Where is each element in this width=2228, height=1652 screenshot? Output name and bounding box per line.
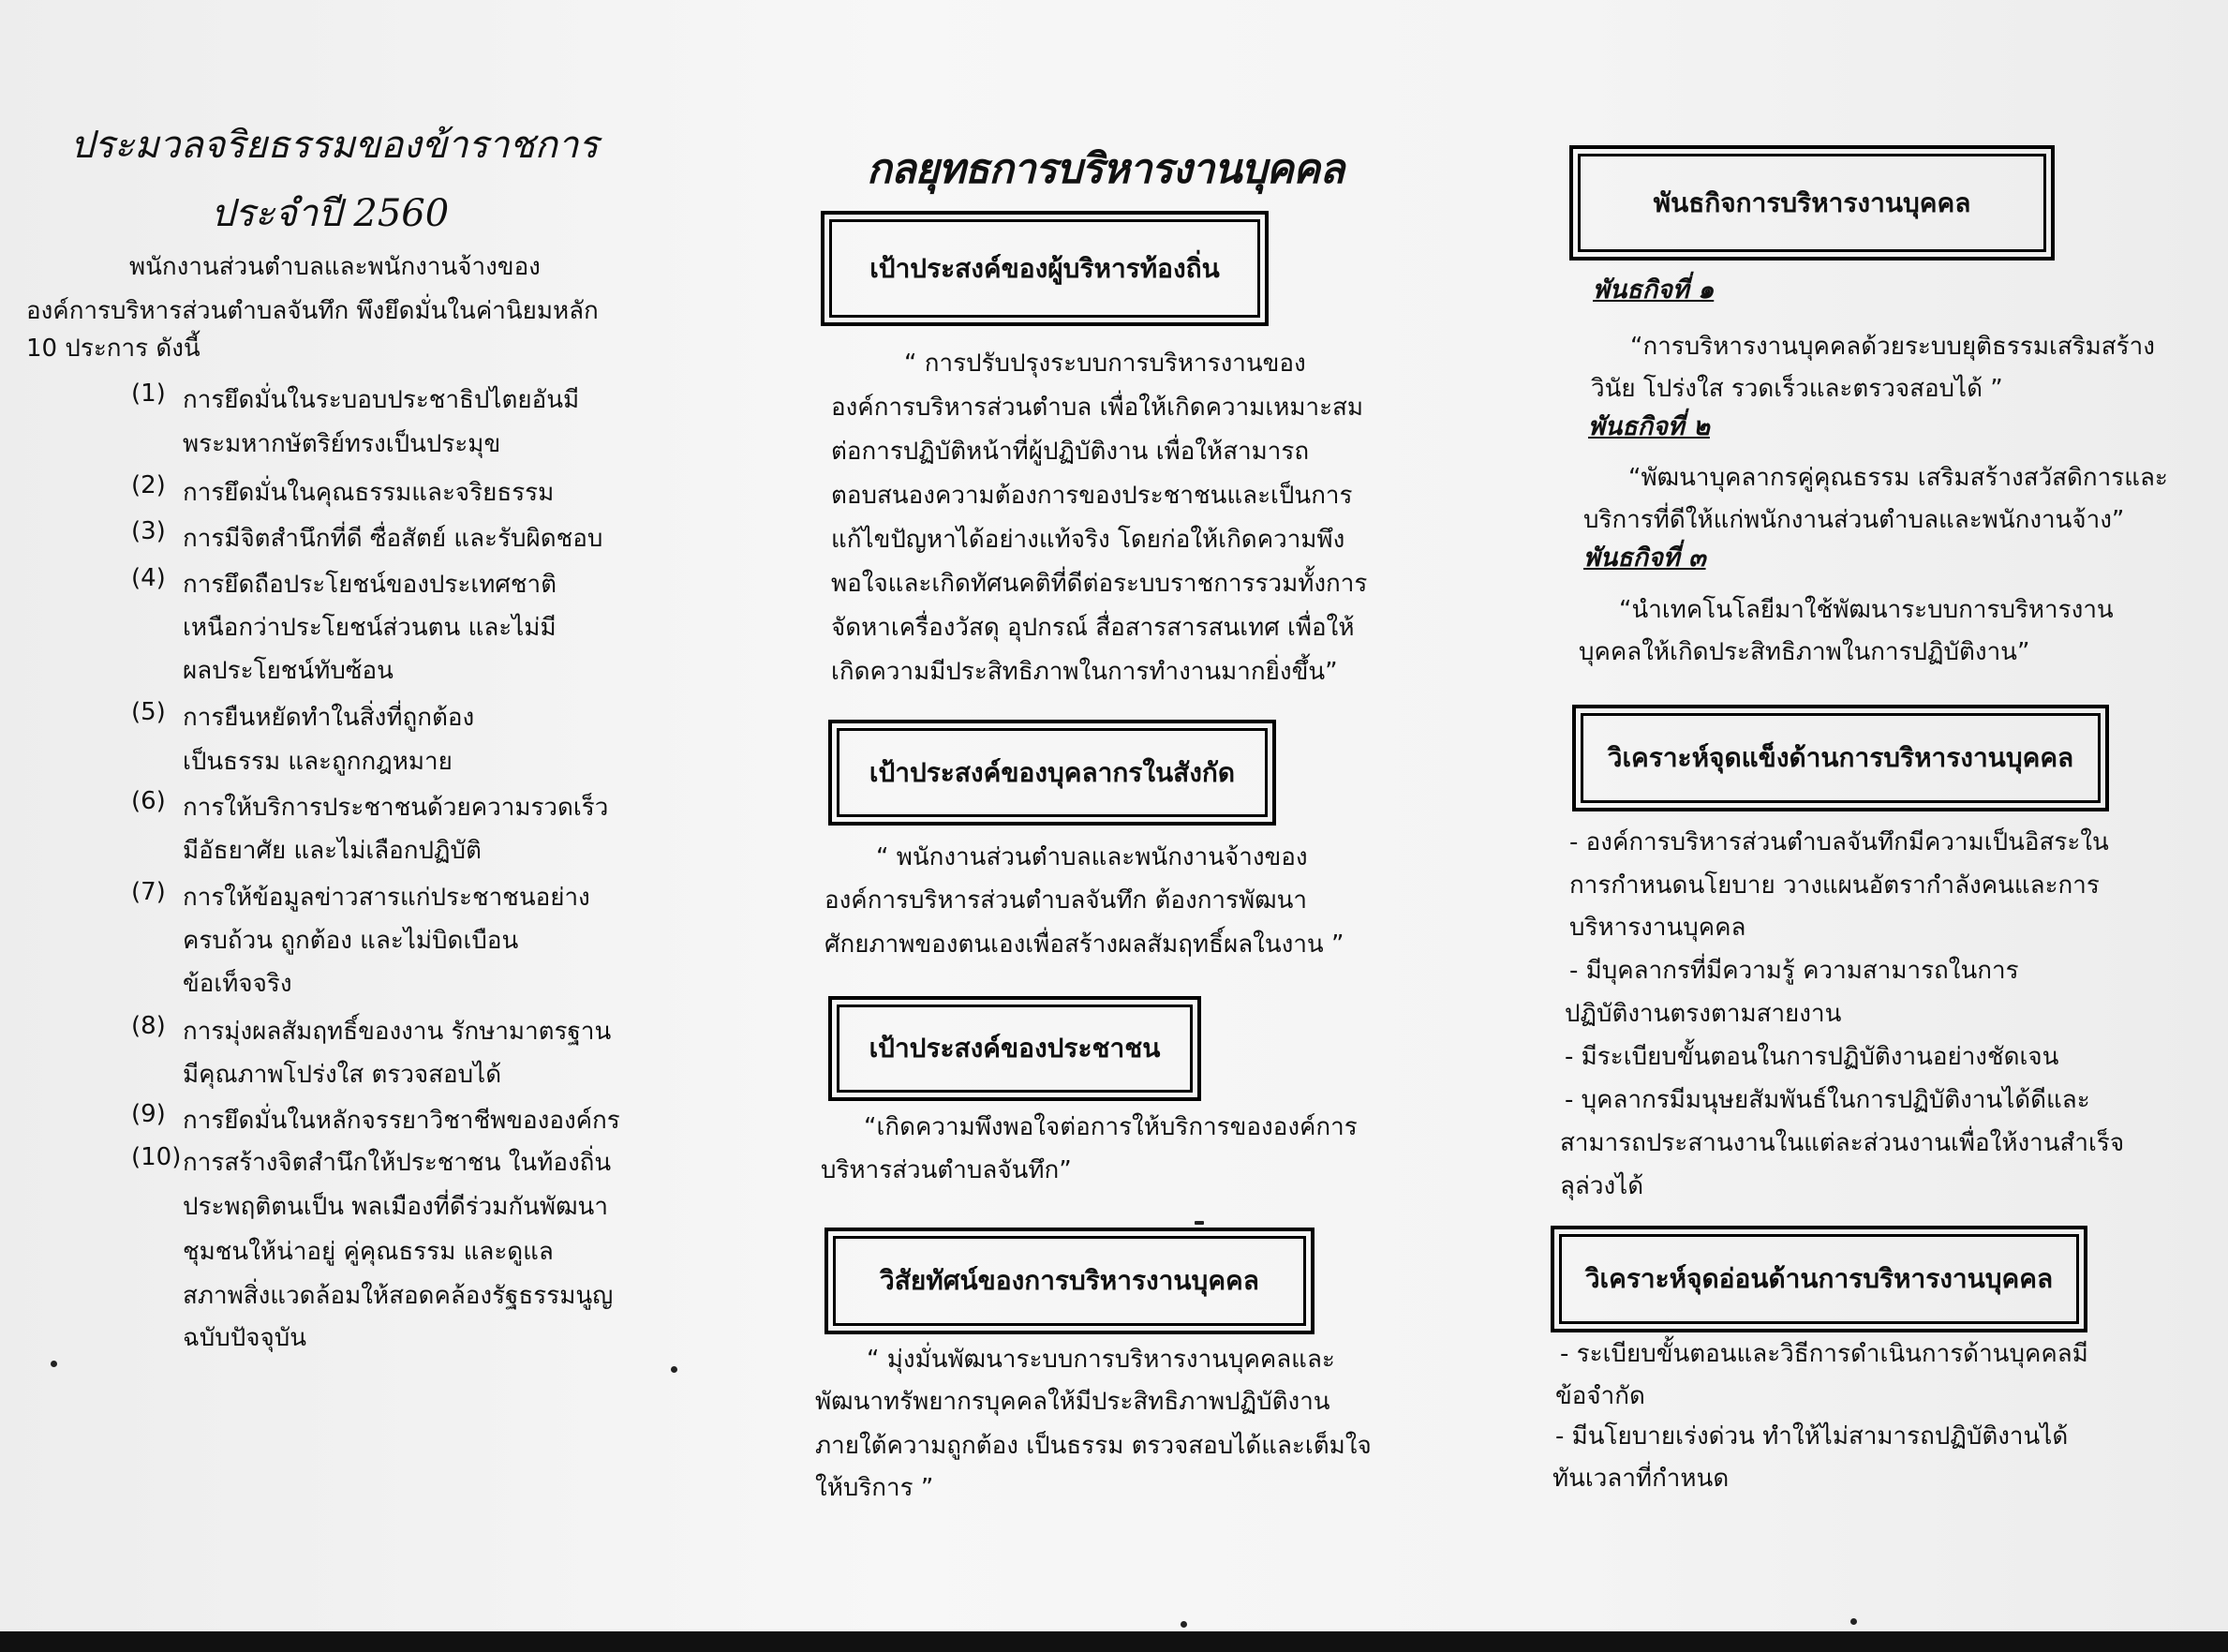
strength-line: - องค์การบริหารส่วนตำบลจันทึกมีความเป็นอิสระใน: [1569, 828, 2109, 856]
paragraph-line: องค์การบริหารส่วนตำบล เพื่อให้เกิดความเหมาะสม: [831, 394, 1364, 422]
item-number: (9): [131, 1100, 166, 1128]
item-number: (4): [131, 564, 166, 592]
item-number: (5): [131, 698, 166, 726]
item-number: (2): [131, 471, 166, 499]
speck-mark: [1181, 1621, 1187, 1628]
strength-line: - บุคลากรมีมนุษยสัมพันธ์ในการปฏิบัติงานได้ดีและ: [1565, 1086, 2090, 1114]
paragraph-line: องค์การบริหารส่วนตำบลจันทึก ต้องการพัฒนา: [824, 886, 1307, 915]
mission-label: พันธกิจที่ ๓: [1583, 543, 1706, 573]
value-item-line: การมุ่งผลสัมฤทธิ์ของงาน รักษามาตรฐาน: [183, 1018, 612, 1046]
weakness-line: ทันเวลาที่กำหนด: [1552, 1465, 1730, 1493]
value-item-line: การยืนหยัดทำในสิ่งที่ถูกต้อง: [183, 704, 475, 732]
paragraph-line: ตอบสนองความต้องการของประชาชนและเป็นการ: [831, 482, 1353, 510]
value-item-line: การยึดมั่นในระบอบประชาธิปไตยอันมี: [183, 386, 580, 414]
speck-mark: [1195, 1221, 1204, 1225]
strategy-title: กลยุทธการบริหารงานบุคคล: [867, 145, 1344, 193]
value-item-line: การให้ข้อมูลข่าวสารแก่ประชาชนอย่าง: [183, 884, 590, 912]
value-item-line: การยึดถือประโยชน์ของประเทศชาติ: [183, 571, 557, 599]
mission-line: “การบริหารงานบุคคลด้วยระบบยุติธรรมเสริมสร้าง: [1630, 333, 2155, 361]
paragraph-line: ศักยภาพของตนเองเพื่อสร้างผลสัมฤทธิ์ผลในงาน ”: [824, 930, 1344, 959]
intro-line: พนักงานส่วนตำบลและพนักงานจ้างของ: [129, 253, 541, 281]
section-heading: วิเคราะห์จุดอ่อนด้านการบริหารงานบุคคล: [1559, 1234, 2079, 1324]
section-heading-box: [1551, 1226, 2087, 1332]
value-item-line: การสร้างจิตสำนึกให้ประชาชน ในท้องถิ่น: [183, 1149, 612, 1177]
value-item-line: การยึดมั่นในหลักจรรยาวิชาชีพขององค์กร: [183, 1107, 620, 1135]
paragraph-line: “ มุ่งมั่นพัฒนาระบบการบริหารงานบุคคลและ: [867, 1346, 1335, 1374]
section-heading-box: [821, 211, 1269, 326]
value-item-line: ชุมชนให้น่าอยู่ คู่คุณธรรม และดูแล: [183, 1238, 554, 1266]
paragraph-line: พัฒนาทรัพยากรบุคคลให้มีประสิทธิภาพปฏิบัติงาน: [815, 1388, 1330, 1416]
section-heading-box: [824, 1228, 1315, 1334]
section-heading: เป้าประสงค์ของผู้บริหารท้องถิ่น: [829, 219, 1260, 318]
value-item-line: มีคุณภาพโปร่งใส ตรวจสอบได้: [183, 1061, 502, 1089]
item-number: (7): [131, 878, 166, 906]
item-number: (6): [131, 787, 166, 815]
value-item-line: ข้อเท็จจริง: [183, 970, 292, 998]
value-item-line: เป็นธรรม และถูกกฎหมาย: [183, 748, 453, 776]
value-item-line: สภาพสิ่งแวดล้อมให้สอดคล้องรัฐธรรมนูญ: [183, 1282, 614, 1310]
weakness-line: - ระเบียบขั้นตอนและวิธีการดำเนินการด้านบุคคลมี: [1560, 1340, 2088, 1368]
intro-line: องค์การบริหารส่วนตำบลจันทึก พึงยึดมั่นในค่านิยมหลัก: [26, 297, 599, 325]
paragraph-line: เกิดความมีประสิทธิภาพในการทำงานมากยิ่งขึ้น”: [831, 658, 1338, 686]
value-item-line: ครบถ้วน ถูกต้อง และไม่บิดเบือน: [183, 927, 519, 955]
value-item-line: การให้บริการประชาชนด้วยความรวดเร็ว: [183, 794, 609, 822]
value-item-line: พระมหากษัตริย์ทรงเป็นประมุข: [183, 430, 501, 458]
paragraph-line: “ การปรับปรุงระบบการบริหารงานของ: [904, 350, 1306, 378]
intro-line: 10 ประการ ดังนี้: [26, 335, 201, 363]
speck-mark: [51, 1361, 57, 1367]
weakness-line: ข้อจำกัด: [1555, 1382, 1645, 1410]
mission-line: “นำเทคโนโลยีมาใช้พัฒนาระบบการบริหารงาน: [1619, 596, 2114, 624]
strength-line: ลุล่วงได้: [1560, 1172, 1644, 1200]
item-number: (10): [131, 1143, 182, 1171]
strength-line: สามารถประสานงานในแต่ละส่วนงานเพื่อให้งานสำเร็จ: [1560, 1129, 2125, 1157]
speck-mark: [671, 1366, 677, 1373]
section-heading: เป้าประสงค์ของประชาชน: [837, 1005, 1193, 1093]
paragraph-line: ต่อการปฏิบัติหน้าที่ผู้ปฏิบัติงาน เพื่อให้สามารถ: [831, 438, 1310, 466]
section-heading-box: [828, 996, 1201, 1101]
speck-mark: [1850, 1618, 1857, 1625]
section-heading-box: [828, 720, 1276, 826]
section-heading: วิสัยทัศน์ของการบริหารงานบุคคล: [833, 1236, 1306, 1326]
paragraph-line: ให้บริการ ”: [815, 1474, 934, 1502]
item-number: (1): [131, 380, 166, 408]
item-number: (8): [131, 1012, 166, 1040]
value-item-line: การยึดมั่นในคุณธรรมและจริยธรรม: [183, 479, 555, 507]
value-item-line: ฉบับปัจจุบัน: [183, 1324, 306, 1352]
mission-label: พันธกิจที่ ๒: [1588, 412, 1710, 441]
value-item-line: เหนือกว่าประโยชน์ส่วนตน และไม่มี: [183, 614, 557, 642]
paragraph-line: แก้ไขปัญหาได้อย่างแท้จริง โดยก่อให้เกิดความพึง: [831, 526, 1345, 554]
item-number: (3): [131, 517, 166, 545]
section-heading: พันธกิจการบริหารงานบุคคล: [1578, 154, 2046, 252]
paragraph-line: ภายใต้ความถูกต้อง เป็นธรรม ตรวจสอบได้และเต็มใจ: [815, 1432, 1372, 1460]
section-heading: เป้าประสงค์ของบุคลากรในสังกัด: [837, 728, 1268, 817]
strength-line: ปฏิบัติงานตรงตามสายงาน: [1565, 1000, 1842, 1028]
value-item-line: ผลประโยชน์ทับซ้อน: [183, 657, 394, 685]
value-item-line: มีอัธยาศัย และไม่เลือกปฏิบัติ: [183, 837, 482, 865]
mission-label: พันธกิจที่ ๑: [1593, 275, 1715, 305]
ethics-title-line1: ประมวลจริยธรรมของข้าราชการ: [70, 124, 599, 167]
strength-line: - มีระเบียบขั้นตอนในการปฏิบัติงานอย่างชัดเจน: [1565, 1043, 2059, 1071]
paragraph-line: จัดหาเครื่องวัสดุ อุปกรณ์ สื่อสารสารสนเทศ เพื่อให้: [831, 614, 1355, 642]
mission-line: บริการที่ดีให้แก่พนักงานส่วนตำบลและพนักงานจ้าง”: [1583, 506, 2125, 534]
paragraph-line: “เกิดความพึงพอใจต่อการให้บริการขององค์การ: [864, 1113, 1358, 1141]
mission-line: บุคคลให้เกิดประสิทธิภาพในการปฏิบัติงาน”: [1579, 638, 2030, 666]
paragraph-line: บริหารส่วนตำบลจันทึก”: [821, 1156, 1072, 1184]
page-bottom-edge: [0, 1631, 2228, 1652]
paragraph-line: พอใจและเกิดทัศนคติที่ดีต่อระบบราชการรวมทั้งการ: [831, 570, 1368, 598]
strength-line: การกำหนดนโยบาย วางแผนอัตรากำลังคนและการ: [1569, 871, 2100, 900]
paragraph-line: “ พนักงานส่วนตำบลและพนักงานจ้างของ: [876, 843, 1308, 871]
value-item-line: ประพฤติตนเป็น พลเมืองที่ดีร่วมกันพัฒนา: [183, 1193, 608, 1221]
section-heading: วิเคราะห์จุดแข็งด้านการบริหารงานบุคคล: [1581, 713, 2101, 803]
section-heading-box: [1572, 705, 2109, 811]
mission-line: วินัย โปร่งใส รวดเร็วและตรวจสอบได้ ”: [1591, 375, 2003, 403]
strength-line: - มีบุคลากรที่มีความรู้ ความสามารถในการ: [1569, 957, 2019, 985]
strength-line: บริหารงานบุคคล: [1569, 914, 1746, 942]
mission-line: “พัฒนาบุคลากรคู่คุณธรรม เสริมสร้างสวัสดิการและ: [1628, 464, 2168, 492]
weakness-line: - มีนโยบายเร่งด่วน ทำให้ไม่สามารถปฏิบัติงานได้: [1555, 1422, 2069, 1451]
section-heading-box: [1569, 145, 2055, 260]
value-item-line: การมีจิตสำนึกที่ดี ซื่อสัตย์ และรับผิดชอบ: [183, 525, 603, 553]
ethics-title-line2: ประจำปี 2560: [211, 192, 450, 235]
